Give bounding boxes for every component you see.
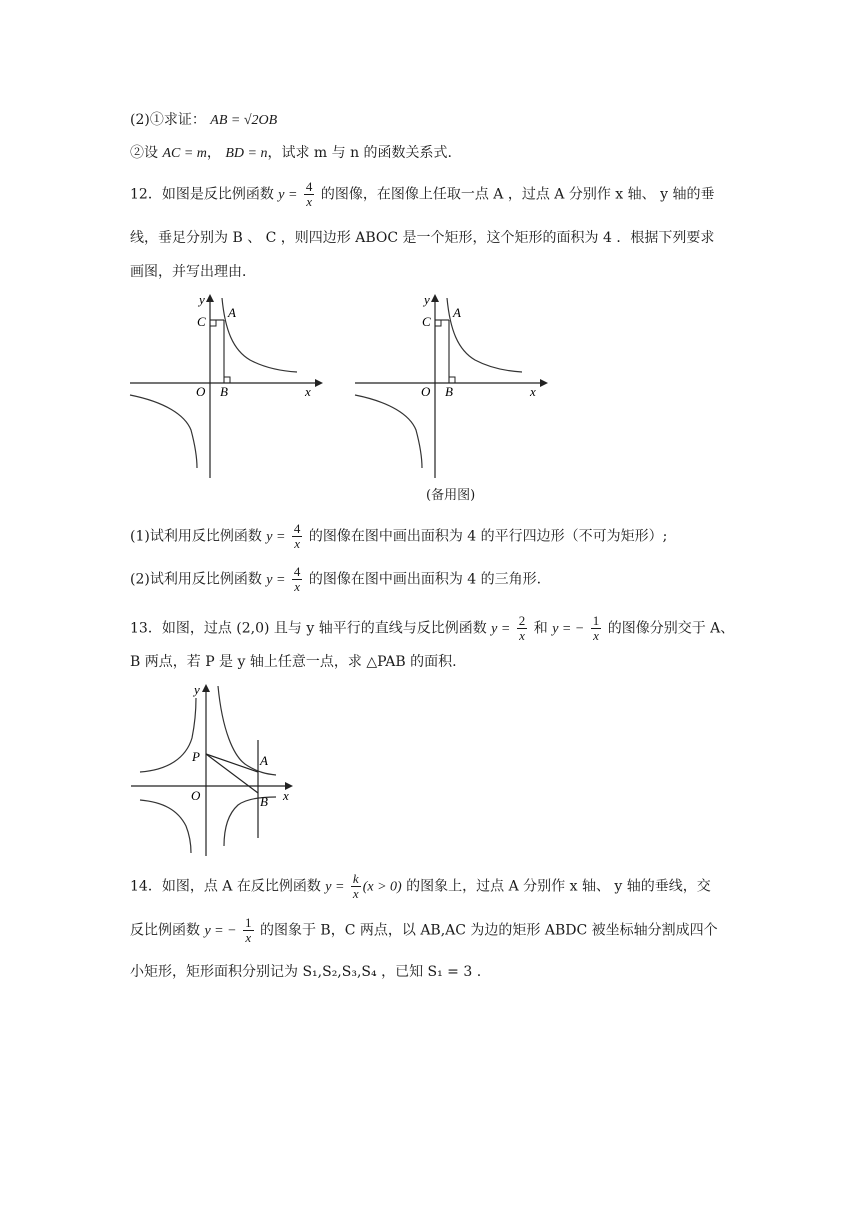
- q12-sub1-fraction: [292, 522, 303, 551]
- q14-text-b: 的图象上，过点 A 分别作 x 轴、 y 轴的垂线，交: [401, 878, 711, 895]
- fig13-x-label: x: [283, 788, 289, 803]
- fig13-y-label: y: [194, 682, 200, 697]
- q14-line2-b: 的图象于 B，C 两点，以 AB,AC 为边的矩形 ABDC 被坐标轴分割成四个: [255, 922, 718, 939]
- q11-text-b: ，: [206, 145, 226, 161]
- q11-part2-item2: [130, 143, 452, 164]
- q12-spare-caption: (备用图): [426, 488, 476, 503]
- fig12b-y-label: y: [424, 292, 430, 307]
- q14-line2: [130, 916, 718, 945]
- q12-text-b: 的图像，在图像上任取一点 A ，过点 A 分别作 x 轴、 y 轴的垂: [316, 186, 715, 203]
- q12-sub1: [130, 522, 667, 551]
- q12-line1: [130, 180, 714, 209]
- q11-part2-item1-formula: AB = √2OB: [210, 113, 278, 128]
- q12-sub1-y-eq: y =: [266, 529, 286, 545]
- q14-line1: [130, 872, 711, 901]
- q13-text-a: 13．如图，过点 (2,0) 且与 y 轴平行的直线与反比例函数: [130, 620, 492, 637]
- fig12b-c-label: C: [422, 314, 431, 329]
- q11-part2-item1-prefix: (2)①求证：: [130, 112, 206, 128]
- q14-fraction2: [243, 916, 254, 945]
- q12-y-eq: y =: [278, 187, 298, 203]
- q13-fraction2: [591, 614, 602, 643]
- q12-fraction: [304, 180, 315, 209]
- q13-frac1-num: 2: [518, 613, 526, 628]
- q14-frac1-num: k: [352, 871, 359, 886]
- q13-figure: [128, 678, 303, 862]
- q12-sub2-a: (2)试利用反比例函数: [130, 571, 267, 588]
- fig12a-c-label: C: [197, 314, 206, 329]
- q14-frac1-den: x: [352, 886, 359, 901]
- q12-frac-num: 4: [305, 179, 313, 194]
- q14-line2-a: 反比例函数: [130, 922, 205, 939]
- q12-sub2: [130, 565, 541, 594]
- fig12b-a-label: A: [453, 305, 461, 320]
- q13-frac1-den: x: [519, 628, 525, 643]
- q13-text-b: 的图像分别交于 A、: [603, 620, 735, 637]
- q12-sub2-b: 的图像在图中画出面积为 4 的三角形.: [304, 571, 542, 588]
- q14-frac2-num: 1: [245, 915, 252, 930]
- q12-sub2-fraction: [292, 565, 303, 594]
- q14-y-eq2: y = −: [204, 923, 237, 939]
- q12-sub2-den: x: [294, 579, 301, 594]
- q13-mid: 和: [529, 620, 553, 637]
- q12-line3: 画图，并写出理由．: [130, 264, 256, 280]
- q12-sub1-a: (1)试利用反比例函数: [130, 528, 267, 545]
- q14-cond: (x > 0): [362, 879, 402, 895]
- q13-fraction1: [517, 614, 528, 643]
- fig13-o-label: O: [191, 788, 201, 803]
- q12-line2: 线，垂足分别为 B 、 C ，则四边形 ABOC 是一个矩形，这个矩形的面积为 4 ．根据下列要求: [130, 230, 715, 246]
- q12-sub1-den: x: [294, 536, 301, 551]
- q12-sub2-num: 4: [293, 564, 301, 579]
- q13-y-eq: y =: [491, 621, 511, 637]
- q13-frac2-den: x: [593, 628, 599, 643]
- q13-frac2-num: 1: [592, 613, 600, 628]
- q11-bd-eq: BD = n: [225, 146, 268, 161]
- q11-text-a: ②设: [130, 145, 163, 161]
- q13-y-eq2: y = −: [552, 621, 585, 637]
- fig12b-x-label: x: [530, 384, 536, 399]
- fig12a-y-label: y: [199, 292, 205, 307]
- q14-line3: 小矩形，矩形面积分别记为 S₁,S₂,S₃,S₄ ，已知 S₁ = 3 .: [130, 964, 482, 980]
- q12-sub1-b: 的图像在图中画出面积为 4 的平行四边形（不可为矩形）;: [304, 528, 668, 545]
- q13-line1: [130, 614, 734, 643]
- q14-y-eq: y =: [325, 879, 345, 895]
- q14-text-a: 14．如图，点 A 在反比例函数: [130, 878, 326, 895]
- fig12a-a-label: A: [228, 305, 236, 320]
- q11-ac-eq: AC = m: [162, 146, 207, 161]
- fig13-a-label: A: [260, 753, 268, 768]
- fig12b-b-label: B: [445, 384, 453, 399]
- q12-sub1-num: 4: [293, 521, 301, 536]
- q12-sub2-y-eq: y =: [266, 572, 286, 588]
- q12-text-a: 12．如图是反比例函数: [130, 186, 279, 203]
- fig12b-o-label: O: [421, 384, 431, 399]
- q14-frac2-den: x: [245, 930, 252, 945]
- fig12a-o-label: O: [196, 384, 206, 399]
- fig13-p-label: P: [192, 749, 200, 764]
- fig12a-x-label: x: [305, 384, 311, 399]
- q14-fraction1: [351, 872, 361, 901]
- q13-line2: B 两点，若 P 是 y 轴上任意一点，求 △PAB 的面积.: [130, 654, 457, 670]
- q12-frac-den: x: [306, 194, 313, 209]
- fig12a-b-label: B: [220, 384, 228, 399]
- fig13-b-label: B: [260, 794, 268, 809]
- q12-figure-main: [125, 290, 325, 489]
- q12-figure-spare: [350, 290, 550, 489]
- q11-part2-item1: [130, 110, 277, 131]
- q11-text-c: ，试求 m 与 n 的函数关系式.: [267, 145, 453, 161]
